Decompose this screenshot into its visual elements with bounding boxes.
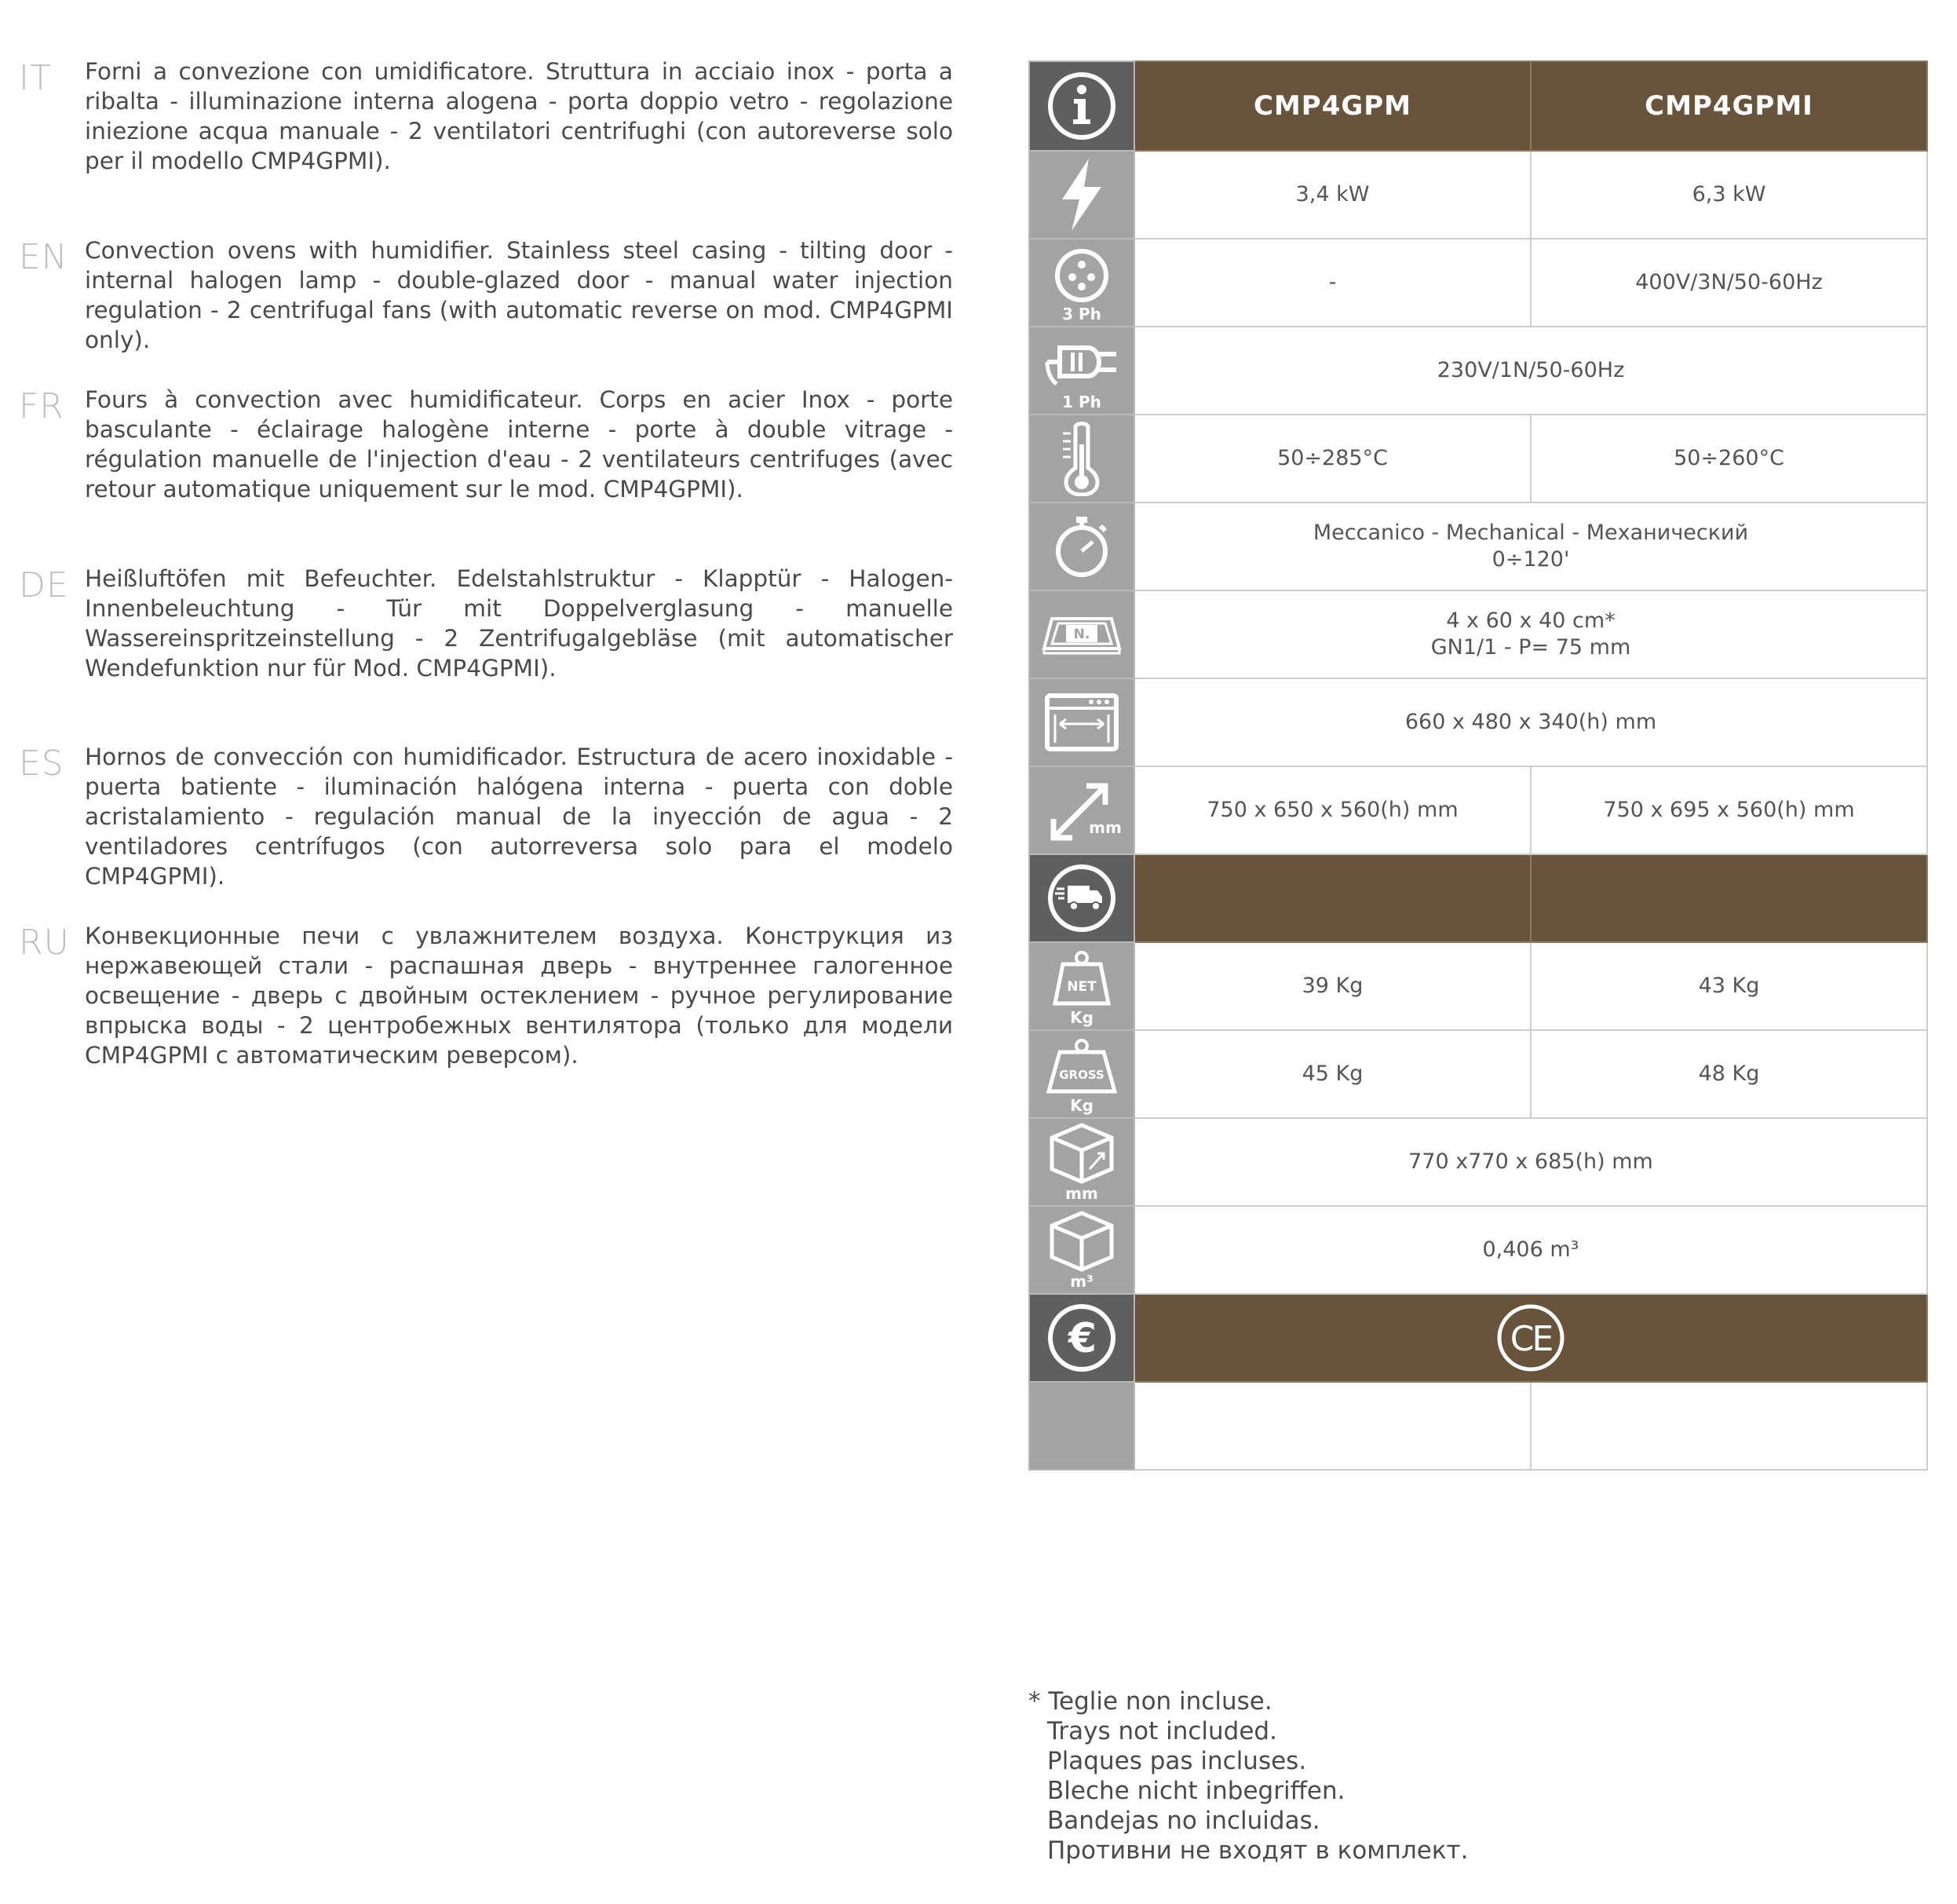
table-header-row (1029, 61, 1927, 151)
shipping-icon-cell (1029, 854, 1134, 942)
tray-icon-label: N. (1073, 627, 1090, 642)
net-weight-caption: Kg (1070, 1008, 1094, 1027)
chamber-value: 660 x 480 x 340(h) mm (1134, 678, 1927, 766)
power-value: 6,3 kW (1531, 151, 1927, 239)
footnote-line: Bandejas no incluidas. (1047, 1807, 1320, 1835)
chamber-row (1029, 678, 1927, 766)
packing-dimensions-row (1029, 1118, 1927, 1206)
power-row (1029, 151, 1927, 239)
three-phase-icon-cell (1029, 239, 1134, 327)
shipping-header-cell (1134, 854, 1531, 942)
voltage-value: 400V/3N/50-60Hz (1531, 239, 1927, 327)
external-dimensions-row (1029, 766, 1927, 854)
footnote-line: Plaques pas incluses. (1047, 1747, 1307, 1775)
model-name: CMP4GPMI (1531, 61, 1927, 151)
dimensions-value: 750 x 650 x 560(h) mm (1134, 766, 1531, 854)
description-text: Hornos de convección con humidificador. Estructura de acero inoxidable - puerta batiente - iluminación halógena interna - puerta con doble acristalamiento - regulación manual de la inyección de agua - 2 ventiladores centrífugos (con autorreversa solo para el modelo CMP4GPMI). (85, 744, 953, 890)
description-text: Convection ovens with humidifier. Stainless steel casing - tilting door - internal halogen lamp - double-glazed door - manual water injection regulation - 2 centrifugal fans (with automatic reverse on mod. CMP4GPMI only). (85, 237, 953, 353)
net-weight-value: 43 Kg (1531, 942, 1927, 1030)
timer-icon-cell (1029, 502, 1134, 590)
packing-dimensions-icon-cell (1029, 1118, 1134, 1206)
dimensions-value: 750 x 695 x 560(h) mm (1531, 766, 1927, 854)
price-row (1029, 1382, 1927, 1470)
description-es (19, 742, 953, 891)
packing-volume-value: 0,406 m³ (1134, 1206, 1927, 1294)
temperature-value: 50÷260°C (1531, 415, 1927, 502)
packing-volume-row (1029, 1206, 1927, 1294)
price-value (1531, 1382, 1927, 1470)
temperature-row (1029, 415, 1927, 502)
stopwatch-icon (1050, 513, 1113, 579)
description-text: Heißluftöfen mit Befeuchter. Edelstahlstruktur - Klapptür - Halogen-Innenbeleuchtung - Tür mit Doppelverglasung - manuelle Wassereinspritzeinstellung - 2 Zentrifugalgebläse (mit automatischer Wendefunktion nur für Mod. CMP4GPMI). (85, 565, 953, 682)
three-phase-socket-icon (1053, 247, 1110, 304)
box-volume-icon (1047, 1210, 1116, 1273)
single-phase-row (1029, 327, 1927, 415)
gross-weight-icon (1044, 1038, 1119, 1095)
price-value (1134, 1382, 1531, 1470)
description-text: Fours à convection avec humidificateur. Corps en acier Inox - porte basculante - éclairage halogène interne - porte à double vitrage - régulation manuelle de l'injection d'eau - 2 ventilateurs centrifuges (avec retour automatique uniquement sur le mod. CMP4GPMI). (85, 386, 953, 502)
gross-weight-caption: Kg (1070, 1096, 1094, 1115)
language-code: RU (19, 923, 70, 963)
footnote (1028, 1687, 1468, 1866)
gross-weight-icon-cell (1029, 1030, 1134, 1118)
timer-range: 0÷120' (1491, 547, 1570, 572)
single-phase-icon-cell (1029, 327, 1134, 415)
voltage-value: - (1134, 239, 1531, 327)
dimensions-icon-cell (1029, 766, 1134, 854)
gross-badge-label: GROSS (1059, 1068, 1104, 1082)
info-icon-cell (1029, 61, 1134, 151)
ce-mark-label: CE (1510, 1319, 1552, 1359)
delivery-truck-icon (1046, 862, 1118, 934)
net-weight-row (1029, 942, 1927, 1030)
tray-icon (1041, 611, 1123, 658)
shipping-header-row (1029, 854, 1927, 942)
footnote-line: Trays not included. (1047, 1717, 1277, 1745)
single-phase-caption: 1 Ph (1062, 393, 1101, 411)
oven-chamber-icon (1044, 693, 1119, 752)
three-phase-caption: 3 Ph (1062, 305, 1101, 323)
model-name: CMP4GPM (1134, 61, 1531, 151)
voltage-value: 230V/1N/50-60Hz (1134, 327, 1927, 415)
ce-mark-icon (1495, 1302, 1567, 1374)
tray-size: 4 x 60 x 40 cm* (1446, 608, 1616, 633)
description-de (19, 564, 953, 683)
language-code: ES (19, 744, 64, 784)
language-code: EN (19, 237, 68, 277)
dimensions-caption: mm (1089, 818, 1122, 837)
packing-dimensions-value: 770 x770 x 685(h) mm (1134, 1118, 1927, 1206)
footnote-line: Противни не входят в комплект. (1047, 1836, 1469, 1865)
gross-weight-value: 48 Kg (1531, 1030, 1927, 1118)
euro-icon (1046, 1302, 1118, 1374)
price-value-icon-cell (1029, 1382, 1134, 1470)
net-weight-icon (1050, 950, 1113, 1007)
description-ru (19, 921, 953, 1070)
timer-type: Meccanico - Mechanical - Механический (1313, 521, 1749, 545)
description-fr (19, 385, 953, 504)
description-it (19, 57, 953, 176)
lightning-icon (1054, 157, 1109, 232)
net-badge-label: NET (1067, 979, 1097, 995)
packing-volume-caption: m³ (1070, 1272, 1094, 1291)
spec-table (1028, 60, 1928, 1471)
certification-cell (1134, 1294, 1927, 1382)
tray-gastronorm: GN1/1 - P= 75 mm (1430, 635, 1631, 660)
gross-weight-value: 45 Kg (1134, 1030, 1531, 1118)
temperature-icon-cell (1029, 415, 1134, 502)
thermometer-icon (1058, 421, 1105, 496)
language-code: FR (19, 386, 64, 426)
description-text: Конвекционные печи с увлажнителем воздуха. Конструкция из нержавеющей стали - распашная дверь - внутреннее галогенное освещение - дверь с двойным остеклением - ручное регулирование впрыска воды - 2 центробежных вентилятора (только для модели CMP4GPMI с автоматическим реверсом). (85, 923, 953, 1069)
chamber-icon-cell (1029, 678, 1134, 766)
net-weight-icon-cell (1029, 942, 1134, 1030)
info-icon (1046, 71, 1117, 141)
box-dimensions-icon (1047, 1122, 1116, 1185)
packing-dimensions-caption: mm (1065, 1184, 1098, 1203)
language-code: DE (19, 565, 69, 605)
trays-row (1029, 590, 1927, 678)
power-value: 3,4 kW (1134, 151, 1531, 239)
three-phase-row (1029, 239, 1927, 327)
description-en (19, 236, 953, 355)
price-header-row (1029, 1294, 1927, 1382)
description-text: Forni a convezione con umidificatore. Struttura in acciaio inox - porta a ribalta - illuminazione interna alogena - porta doppio vetro - regolazione iniezione acqua manuale - 2 ventilatori centrifughi (con autoreverse solo per il modello CMP4GPMI). (85, 58, 953, 174)
euro-symbol: € (1068, 1315, 1097, 1362)
plug-icon (1044, 337, 1119, 387)
timer-row (1029, 502, 1927, 590)
gross-weight-row (1029, 1030, 1927, 1118)
power-icon-cell (1029, 151, 1134, 239)
price-icon-cell (1029, 1294, 1134, 1382)
footnote-line: * Teglie non incluse. (1028, 1687, 1272, 1716)
language-code: IT (19, 58, 52, 98)
trays-value (1134, 590, 1927, 678)
trays-icon-cell (1029, 590, 1134, 678)
shipping-header-cell (1531, 854, 1927, 942)
timer-value (1134, 502, 1927, 590)
net-weight-value: 39 Kg (1134, 942, 1531, 1030)
temperature-value: 50÷285°C (1134, 415, 1531, 502)
footnote-line: Bleche nicht inbegriffen. (1047, 1777, 1345, 1805)
packing-volume-icon-cell (1029, 1206, 1134, 1294)
